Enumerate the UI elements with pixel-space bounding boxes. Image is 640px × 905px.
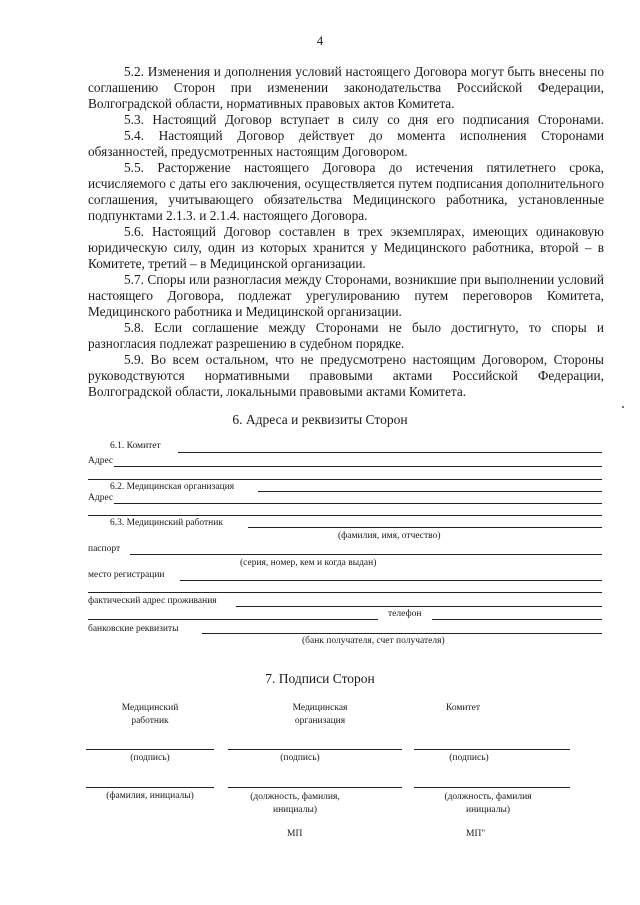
scan-speck — [622, 406, 624, 408]
signatory-org-header — [255, 702, 385, 728]
committee-position-hint — [418, 791, 558, 817]
passport-field[interactable] — [130, 554, 602, 555]
passport-hint: (серия, номер, кем и когда выдан) — [240, 558, 377, 568]
contract-clauses — [88, 64, 604, 400]
committee-position-hint-line2: инициалы) — [465, 805, 510, 815]
actual-address-field-2[interactable] — [88, 619, 378, 620]
org-header-line1: Медицинская — [292, 703, 348, 713]
committee-signature-field[interactable] — [414, 749, 570, 750]
med-worker-name-field[interactable] — [248, 527, 602, 528]
med-org-address-field-2[interactable] — [88, 515, 602, 516]
registration-field-2[interactable] — [88, 592, 602, 593]
org-position-hint — [230, 791, 360, 817]
clause-5-6: 5.6. Настоящий Договор составлен в трех экземплярах, имеющих одинаковую юридическую силу, один из которых хранится у Медицинского работника, второй – в Комитете, третий – в Медицинской организации. — [88, 224, 604, 271]
phone-label: телефон — [388, 609, 422, 619]
worker-name-field[interactable] — [86, 787, 214, 788]
phone-field[interactable] — [432, 619, 602, 620]
bank-label: банковские реквизиты — [88, 624, 179, 634]
registration-label: место регистрации — [88, 570, 165, 580]
committee-position-hint-line1: (должность, фамилия — [444, 792, 532, 802]
clause-5-3: 5.3. Настоящий Договор вступает в силу со дня его подписания Сторонами. — [124, 112, 604, 127]
med-org-address-field[interactable] — [114, 503, 602, 504]
worker-header-line1: Медицинский — [121, 703, 179, 713]
worker-name-hint: (фамилия, инициалы) — [106, 791, 194, 801]
org-header-line2: организация — [294, 716, 346, 726]
committee-signature-hint: (подпись) — [449, 753, 489, 763]
actual-address-label: фактический адрес проживания — [88, 596, 217, 606]
clause-5-8: 5.8. Если соглашение между Сторонами не было достигнуто, то споры и разногласия подлежат разрешению в судебном порядке. — [88, 320, 604, 351]
med-org-name-field[interactable] — [258, 491, 602, 492]
committee-address-label: Адрес — [88, 456, 114, 466]
org-position-field[interactable] — [228, 787, 402, 788]
clause-5-2: 5.2. Изменения и дополнения условий настоящего Договора могут быть внесены по соглашению Сторон при изменении законодательства Российской Федерации, Волгоградской области, нормативных правовых актов Комитета. — [88, 64, 604, 111]
worker-signature-hint: (подпись) — [130, 753, 170, 763]
org-position-hint-line2: инициалы) — [272, 805, 317, 815]
worker-signature-field[interactable] — [86, 749, 214, 750]
signatory-committee-header: Комитет — [445, 703, 481, 713]
committee-label: 6.1. Комитет — [110, 441, 161, 451]
org-signature-hint: (подпись) — [280, 753, 320, 763]
section-6-title: 6. Адреса и реквизиты Сторон — [232, 412, 408, 427]
org-stamp-place: МП — [287, 829, 303, 839]
worker-header-line2: работник — [131, 716, 169, 726]
bank-hint: (банк получателя, счет получателя) — [302, 636, 445, 646]
name-hint: (фамилия, имя, отчество) — [338, 531, 441, 541]
clause-5-9: 5.9. Во всем остальном, что не предусмотрено настоящим Договором, Стороны руководствуются нормативными правовыми актами Российской Федерации, Волгоградской области, локальными правовыми актами Комитета. — [88, 352, 604, 399]
passport-label: паспорт — [88, 544, 121, 554]
med-org-address-label: Адрес — [88, 493, 114, 503]
clause-5-5: 5.5. Расторжение настоящего Договора до истечения пятилетнего срока, исчисляемого с даты его заключения, осуществляется путем подписания дополнительного соглашения, учитывающего обязательства Медицинского работника, установленные подпунктами 2.1.3. и 2.1.4. настоящего Договора. — [88, 160, 604, 223]
registration-field[interactable] — [180, 580, 602, 581]
actual-address-field[interactable] — [236, 606, 602, 607]
bank-field[interactable] — [202, 633, 602, 634]
med-org-label: 6.2. Медицинская организация — [110, 482, 235, 492]
signatory-worker-header — [90, 702, 210, 728]
med-worker-label: 6.3. Медицинский работник — [110, 518, 223, 528]
committee-address-field-2[interactable] — [88, 479, 602, 480]
org-signature-field[interactable] — [228, 749, 402, 750]
committee-position-field[interactable] — [414, 787, 570, 788]
committee-stamp-place: МП" — [466, 829, 486, 839]
clause-5-4: 5.4. Настоящий Договор действует до момента исполнения Сторонами обязанностей, предусмотренных настоящим Договором. — [88, 128, 604, 159]
committee-address-field[interactable] — [114, 466, 602, 467]
section-7-title: 7. Подписи Сторон — [265, 671, 375, 686]
committee-name-field[interactable] — [178, 452, 602, 453]
page-number: 4 — [316, 33, 324, 48]
clause-5-7: 5.7. Споры или разногласия между Сторонами, возникшие при выполнении условий настоящего Договора, подлежат урегулированию путем переговоров Комитета, Медицинского работника и Медицинской организации. — [88, 272, 604, 319]
org-position-hint-line1: (должность, фамилия, — [250, 792, 340, 802]
